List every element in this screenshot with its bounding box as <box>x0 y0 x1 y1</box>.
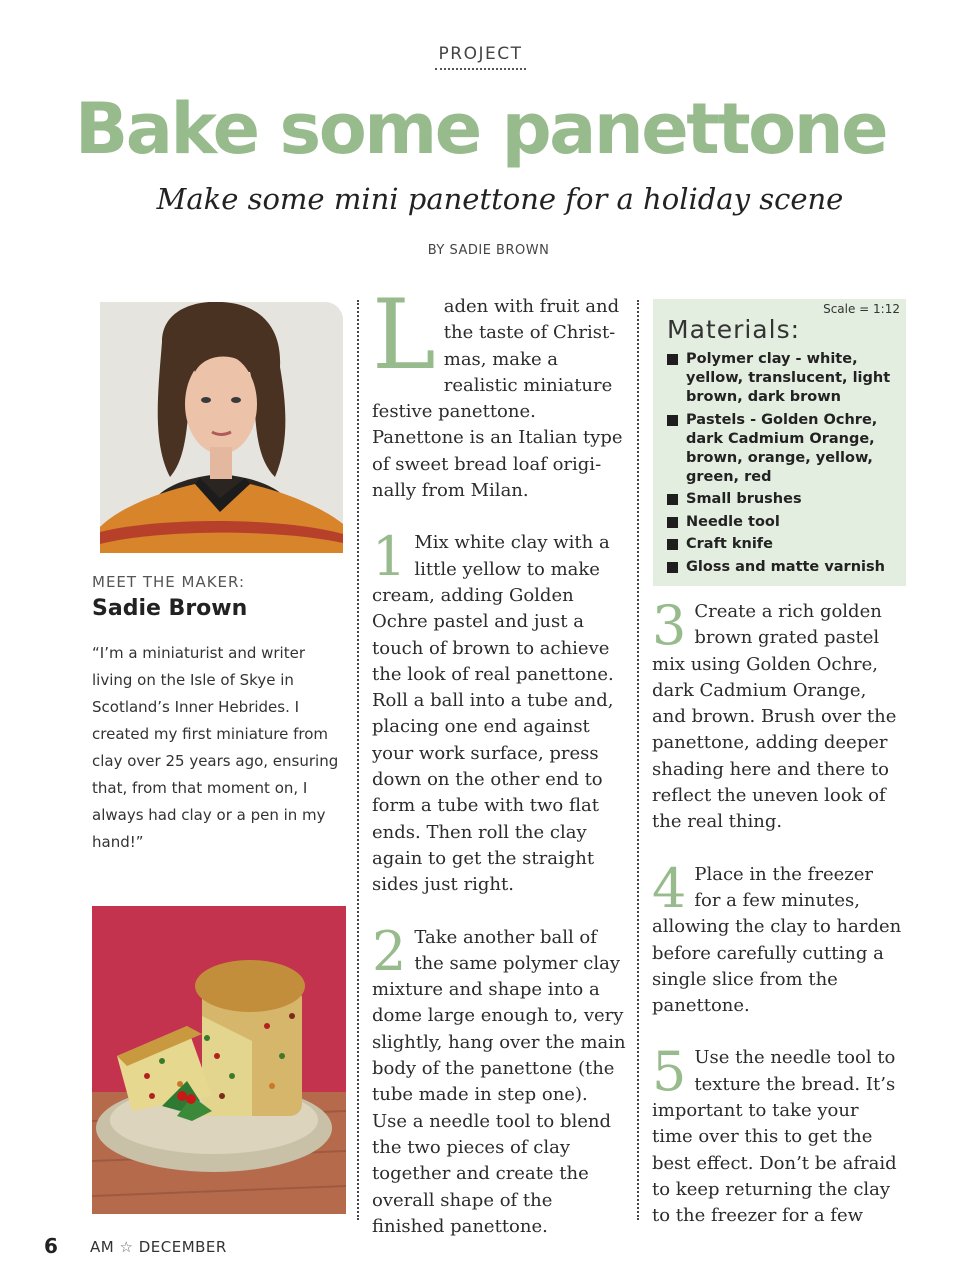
page-title: Bake some panettone <box>74 88 887 170</box>
page-subtitle: Make some mini panettone for a holiday scene <box>156 182 844 216</box>
article-column-right <box>652 594 904 1256</box>
step-number: 5 <box>652 1040 687 1104</box>
step-paragraph: 1 Mix white clay with a little yellow to make cream, adding Golden Ochre pastel and just a touch of brown to achieve the look of real panettone. Roll a ball into a tube and, placing one end against your work surface, press down on the other end to form a tube with two flat ends. Then roll the clay again to get the straight sides just right. <box>372 525 614 896</box>
materials-list <box>667 350 903 580</box>
materials-item: Craft knife <box>667 535 903 554</box>
step-paragraph: 5 Use the needle tool to texture the bread. It’s important to take your time over this to get the best effect. Don’t be afraid to keep returning the clay to the freezer for a few <box>652 1040 897 1227</box>
column-divider <box>637 300 639 1220</box>
page-number: 6 <box>44 1234 58 1258</box>
materials-item: Polymer clay - white, yellow, translucent, light brown, dark brown <box>667 350 903 407</box>
byline: BY SADIE BROWN <box>427 243 550 258</box>
star-icon: ☆ <box>119 1238 134 1256</box>
footer-publication <box>90 1238 227 1256</box>
publication-name: AM <box>90 1238 115 1256</box>
intro-paragraph: Laden with fruit and the taste of Christ-mas, make a realistic miniature festive panettone. Panettone is an Italian type of sweet bread loaf origi-nally from Milan. <box>372 279 623 502</box>
article-column-middle <box>372 279 628 1266</box>
issue-month: DECEMBER <box>138 1238 227 1256</box>
drop-cap: L <box>372 279 436 391</box>
meet-the-maker-label: MEET THE MAKER: <box>92 573 246 591</box>
materials-title: Materials: <box>667 315 801 344</box>
materials-item: Needle tool <box>667 513 903 532</box>
step-number: 4 <box>652 856 687 920</box>
section-kicker: PROJECT <box>0 44 961 70</box>
scale-label: Scale = 1:12 <box>823 302 900 316</box>
materials-item: Pastels - Golden Ochre, dark Cadmium Orange, brown, orange, yellow, green, red <box>667 411 903 487</box>
panettone-photo <box>92 906 346 1214</box>
materials-item: Gloss and matte varnish <box>667 558 903 577</box>
column-divider <box>357 300 359 1220</box>
step-number: 3 <box>652 594 687 657</box>
materials-box <box>653 299 906 586</box>
maker-portrait-photo <box>100 302 343 553</box>
step-paragraph: 4 Place in the freezer for a few minutes, allowing the clay to harden before carefully cutting a single slice from the panettone. <box>652 856 902 1017</box>
maker-quote: “I’m a miniaturist and writer living on the Isle of Skye in Scotland’s Inner Hebrides. I created my first miniature from clay over 25 years ago, ensuring that, from that moment on, I always had clay or a pen in my hand!” <box>92 644 339 851</box>
maker-name: Sadie Brown <box>92 596 248 621</box>
materials-item: Small brushes <box>667 490 903 509</box>
step-number: 2 <box>372 919 407 983</box>
step-number: 1 <box>372 525 407 589</box>
step-paragraph: 3 Create a rich golden brown grated pastel mix using Golden Ochre, dark Cadmium Orange, and brown. Brush over the panettone, adding deeper shading here and there to reflect the uneven look of the real thing. <box>652 594 897 833</box>
step-paragraph: 2 Take another ball of the same polymer clay mixture and shape into a dome large enough to, very slightly, hang over the main body of the panettone (the tube made in step one). Use a needle tool to blend the two pieces of clay together and create the overall shape of the finished panettone. <box>372 919 626 1237</box>
